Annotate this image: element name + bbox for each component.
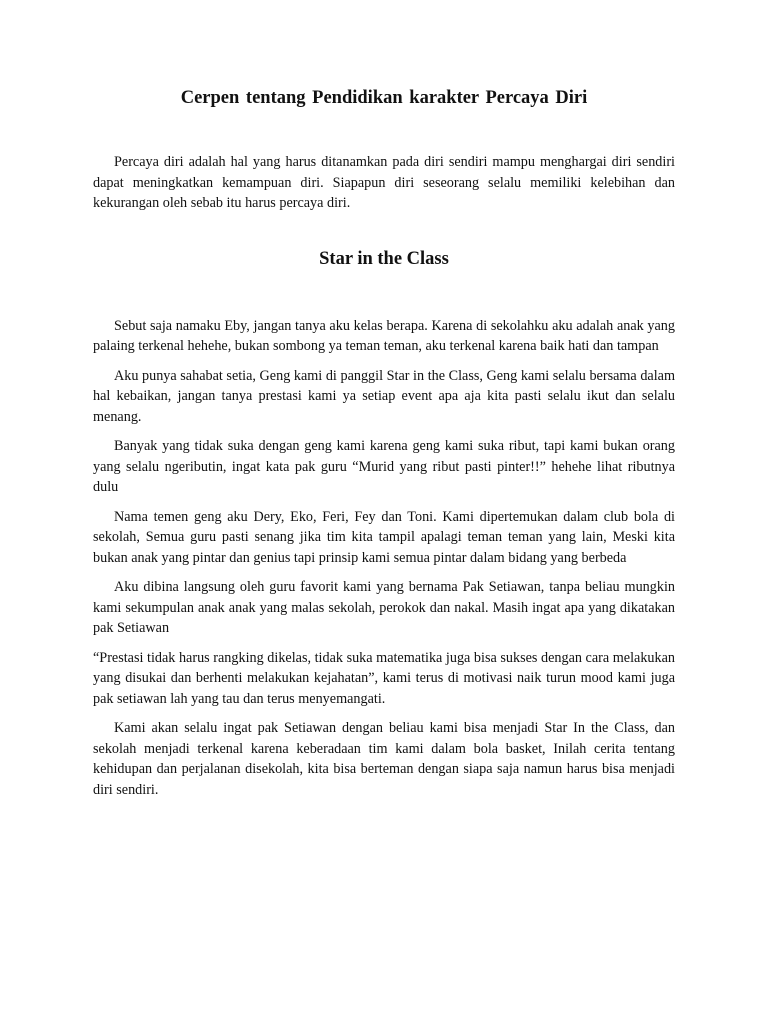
story-paragraph: Nama temen geng aku Dery, Eko, Feri, Fey dan Toni. Kami dipertemukan dalam club bola di sekolah, Semua guru pasti senang jika tim kita tampil apalagi teman teman yang lain, Meski kita bukan anak yang pintar dan genius tapi prinsip kami semua pintar dalam bidang yang berbeda [93, 508, 675, 566]
quote-paragraph: “Prestasi tidak harus rangking dikelas, tidak suka matematika juga bisa sukses dengan cara melakukan yang disukai dan berhenti melakukan kejahatan”, kami terus di motivasi naik turun mood kami juga pak setiawan lah yang tau dan terus menyemangati. [93, 649, 675, 707]
intro-paragraph: Percaya diri adalah hal yang harus ditanamkan pada diri sendiri mampu menghargai diri sendiri dapat meningkatkan kemampuan diri. Siapapun diri seseorang selalu memiliki kelebihan dan kekurangan oleh sebab itu harus percaya diri. [93, 154, 675, 211]
story-paragraph: Banyak yang tidak suka dengan geng kami karena geng kami suka ribut, tapi kami bukan orang yang selalu ngeributin, ingat kata pak guru “Murid yang ribut pasti pinter!!” hehehe lihat ributnya dulu [93, 438, 675, 495]
story-paragraph: Kami akan selalu ingat pak Setiawan dengan beliau kami bisa menjadi Star In the Class, dan sekolah menjadi terkenal karena keberadaan tim kami dalam bola basket, Inilah cerita tentang kehidupan dan perjalanan disekolah, kita bisa berteman dengan siapa saja namun harus bisa menjadi diri sendiri. [93, 720, 675, 798]
story-paragraph: Aku dibina langsung oleh guru favorit kami yang bernama Pak Setiawan, tanpa beliau mungkin kami sekumpulan anak anak yang malas sekolah, perokok dan nakal. Masih ingat apa yang dikatakan pak Setiawan [93, 579, 675, 636]
story-paragraph: Sebut saja namaku Eby, jangan tanya aku kelas berapa. Karena di sekolahku aku adalah anak yang palaing terkenal hehehe, bukan sombong ya teman teman, aku terkenal karena baik hati dan tampan [93, 317, 675, 354]
document-title: Cerpen tentang Pendidikan karakter Percaya Diri [180, 88, 588, 108]
document-page [93, 86, 675, 809]
story-paragraph: Aku punya sahabat setia, Geng kami di panggil Star in the Class, Geng kami selalu bersama dalam hal kebaikan, jangan tanya prestasi kami ya setiap event apa aja kita pasti selalu ikut dan selalu menang. [93, 367, 675, 425]
story-title: Star in the Class [319, 248, 449, 269]
